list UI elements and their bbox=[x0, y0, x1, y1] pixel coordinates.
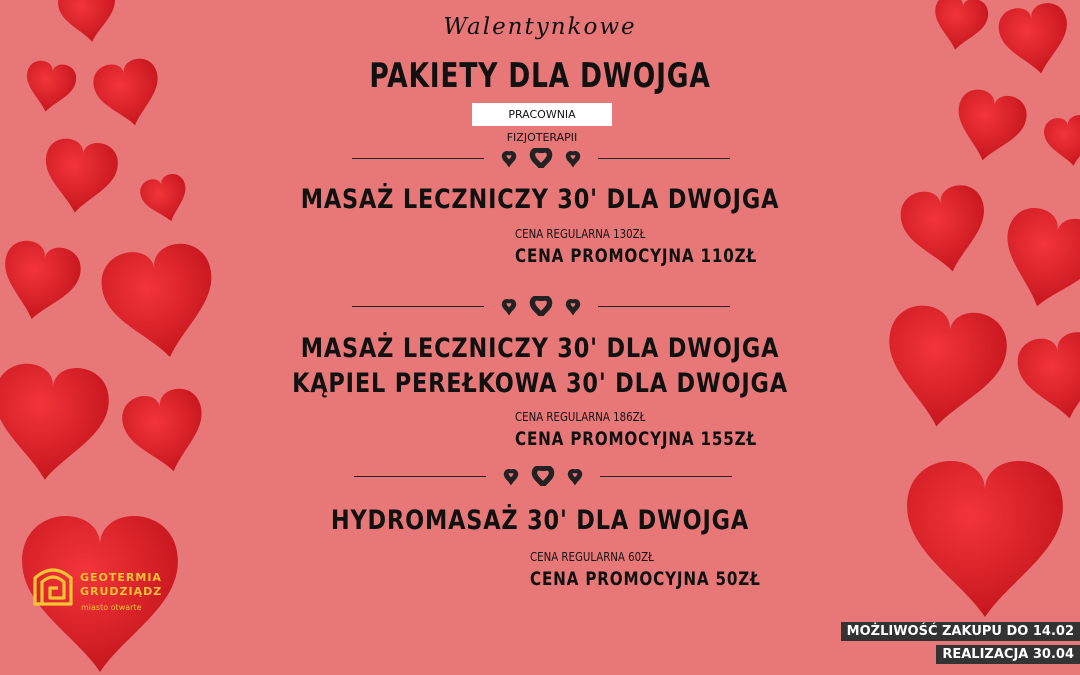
realization-deadline-badge: REALIZACJA 30.04 bbox=[936, 645, 1080, 664]
hearts-ornament-icon bbox=[502, 466, 584, 486]
promo-price: CENA PROMOCYJNA 155ZŁ bbox=[515, 428, 758, 450]
subtitle-badge: PRACOWNIA FIZJOTERAPII bbox=[472, 103, 612, 126]
heart-shape bbox=[21, 59, 78, 116]
logo-tagline: miasto otwarte bbox=[81, 603, 142, 612]
promo-price: CENA PROMOCYJNA 50ZŁ bbox=[530, 568, 761, 590]
regular-price: CENA REGULARNA 130ZŁ bbox=[515, 227, 646, 241]
heart-shape bbox=[1014, 329, 1080, 426]
heart-divider bbox=[352, 296, 730, 316]
hearts-ornament-icon bbox=[500, 296, 582, 316]
divider-line bbox=[352, 306, 484, 307]
package-title: HYDROMASAŻ 30' DLA DWOJGA bbox=[330, 505, 750, 536]
heart-shape bbox=[991, 202, 1080, 319]
heart-divider bbox=[354, 466, 732, 486]
divider-line bbox=[598, 158, 730, 159]
promo-price: CENA PROMOCYJNA 110ZŁ bbox=[515, 245, 758, 267]
divider-line bbox=[352, 158, 484, 159]
package-title: MASAŻ LECZNICZY 30' DLA DWOJGA bbox=[300, 184, 780, 215]
regular-price: CENA REGULARNA 186ZŁ bbox=[515, 410, 646, 424]
geotermia-logo-icon bbox=[32, 562, 74, 606]
package-title: KĄPIEL PEREŁKOWA 30' DLA DWOJGA bbox=[292, 368, 788, 399]
heart-shape bbox=[1042, 113, 1080, 169]
package-title: MASAŻ LECZNICZY 30' DLA DWOJGA bbox=[300, 333, 780, 364]
page-title: PAKIETY DLA DWOJGA bbox=[369, 56, 711, 96]
heart-shape bbox=[0, 237, 85, 327]
logo-name-line2: GRUDZIĄDZ bbox=[80, 585, 163, 598]
heart-divider bbox=[352, 148, 730, 168]
divider-line bbox=[598, 306, 730, 307]
divider-line bbox=[354, 476, 486, 477]
logo-name-line1: GEOTERMIA bbox=[80, 571, 162, 584]
divider-line bbox=[600, 476, 732, 477]
regular-price: CENA REGULARNA 60ZŁ bbox=[530, 550, 654, 564]
script-title: Walentynkowe bbox=[443, 14, 637, 40]
heart-shape bbox=[907, 461, 1063, 617]
purchase-deadline-badge: MOŻLIWOŚĆ ZAKUPU DO 14.02 bbox=[841, 622, 1080, 641]
heart-shape bbox=[949, 86, 1030, 167]
hearts-ornament-icon bbox=[500, 148, 582, 168]
